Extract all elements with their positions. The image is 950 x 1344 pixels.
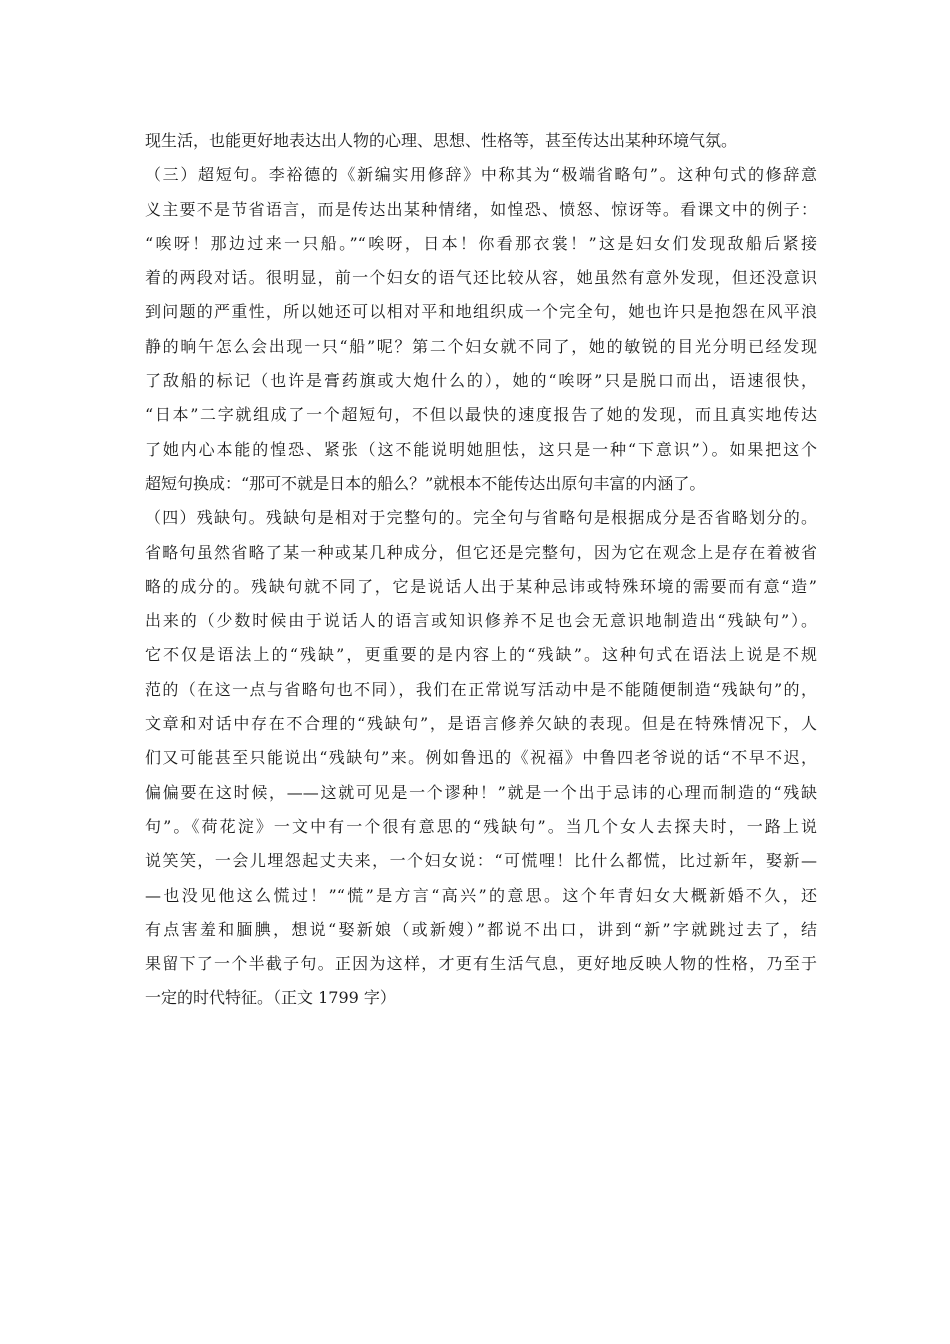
text-line: “日本”二字就组成了一个超短句，不但以最快的速度报告了她的发现，而且真实地传达 bbox=[145, 405, 817, 425]
text-line: 句”。《荷花淀》一文中有一个很有意思的“残缺句”。当几个女人去探夫时，一路上说 bbox=[145, 816, 817, 836]
text-line: “唉呀！那边过来一只船。”“唉呀，日本！你看那衣裳！”这是妇女们发现敌船后紧接 bbox=[145, 233, 817, 253]
text-line: （四）残缺句。残缺句是相对于完整句的。完全句与省略句是根据成分是否省略划分的。 bbox=[145, 508, 817, 528]
text-line: 现生活，也能更好地表达出人物的心理、思想、性格等，甚至传达出某种环境气氛。 bbox=[145, 131, 738, 150]
text-line: （三）超短句。李裕德的《新编实用修辞》中称其为“极端省略句”。这种句式的修辞意 bbox=[145, 165, 817, 185]
text-line: 们又可能甚至只能说出“残缺句”来。例如鲁迅的《祝福》中鲁四老爷说的话“不早不迟， bbox=[145, 748, 817, 768]
text-line: 它不仅是语法上的“残缺”，更重要的是内容上的“残缺”。这种句式在语法上说是不规 bbox=[145, 645, 817, 665]
text-line: 着的两段对话。很明显，前一个妇女的语气还比较从容，她虽然有意外发现，但还没意识 bbox=[145, 268, 817, 288]
text-line: 义主要不是节省语言，而是传达出某种情绪，如惶恐、愤怒、惊讶等。看课文中的例子： bbox=[145, 199, 817, 219]
document-body bbox=[145, 124, 817, 1016]
text-line: 偏偏要在这时候，——这就可见是一个谬种！”就是一个出于忌讳的心理而制造的“残缺 bbox=[145, 782, 817, 802]
text-line: 范的（在这一点与省略句也不同），我们在正常说写活动中是不能随便制造“残缺句”的， bbox=[145, 679, 817, 699]
text-line: 果留下了一个半截子句。正因为这样，才更有生活气息，更好地反映人物的性格，乃至于 bbox=[145, 954, 817, 974]
text-line: 文章和对话中存在不合理的“残缺句”，是语言修养欠缺的表现。但是在特殊情况下，人 bbox=[145, 714, 817, 734]
text-line: 说笑笑，一会儿埋怨起丈夫来，一个妇女说：“可慌哩！比什么都慌，比过新年，娶新— bbox=[145, 851, 817, 871]
text-line: 省略句虽然省略了某一种或某几种成分，但它还是完整句，因为它在观念上是存在着被省 bbox=[145, 542, 817, 562]
text-line: 到问题的严重性，所以她还可以相对平和地组织成一个完全句，她也许只是抱怨在风平浪 bbox=[145, 302, 817, 322]
text-line: 了敌船的标记（也许是膏药旗或大炮什么的），她的“唉呀”只是脱口而出，语速很快， bbox=[145, 371, 817, 391]
text-line: 略的成分的。残缺句就不同了，它是说话人出于某种忌讳或特殊环境的需要而有意“造” bbox=[145, 576, 817, 596]
text-line: 超短句换成：“那可不就是日本的船么？”就根本不能传达出原句丰富的内涵了。 bbox=[145, 473, 706, 493]
text-line: 静的晌午怎么会出现一只“船”呢？第二个妇女就不同了，她的敏锐的目光分明已经发现 bbox=[145, 336, 817, 356]
text-line: 出来的（少数时候由于说话人的语言或知识修养不足也会无意识地制造出“残缺句”）。 bbox=[145, 611, 817, 631]
text-line: 一定的时代特征。（正文 1799 字） bbox=[145, 988, 396, 1008]
text-line: 有点害羞和腼腆，想说“娶新娘（或新嫂）”都说不出口，讲到“新”字就跳过去了，结 bbox=[145, 919, 817, 939]
text-line: —也没见他这么慌过！”“慌”是方言“高兴”的意思。这个年青妇女大概新婚不久，还 bbox=[145, 885, 817, 905]
text-line: 了她内心本能的惶恐、紧张（这不能说明她胆怯，这只是一种“下意识”）。如果把这个 bbox=[145, 439, 817, 459]
